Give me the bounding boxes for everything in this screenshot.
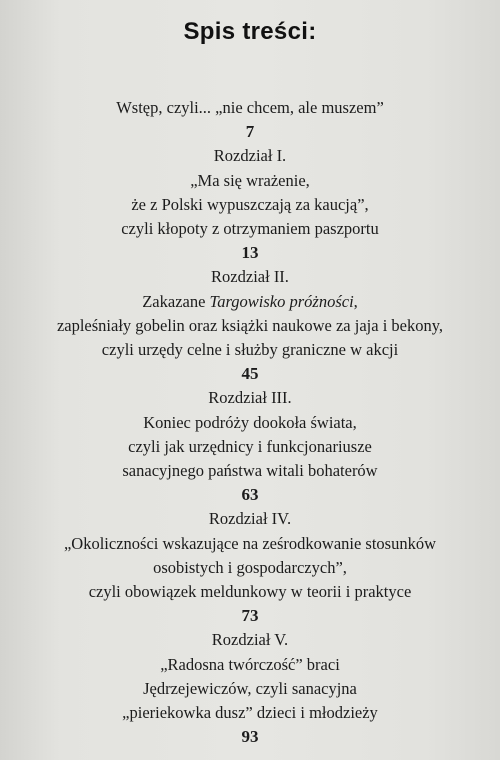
chapter-3-title-line-1: Koniec podróży dookoła świata, xyxy=(143,412,357,432)
chapter-5-heading: Rozdział V. xyxy=(211,630,289,650)
chapter-3-page-number: 63 xyxy=(241,485,259,505)
chapter-5-title-line-3: „pieriekowka dusz” dzieci i młodzieży xyxy=(122,703,378,723)
intro-title: Wstęp, czyli... „nie chcem, ale muszem” xyxy=(116,98,384,117)
chapter-4-title-line-1: „Okoliczności wskazujące na ześrodkowanie stosunków xyxy=(63,533,437,553)
chapter-2-title-line-2: zapleśniały gobelin oraz książki naukowe za jaja i bekony, xyxy=(56,315,444,335)
page-title: Spis treści: xyxy=(183,18,317,45)
chapter-4-title-line-2: osobistych i gospodarczych”, xyxy=(153,557,347,577)
chapter-1-title-line-2: że z Polski wypuszczają za kaucją”, xyxy=(131,194,369,214)
chapter-4-heading: Rozdział IV. xyxy=(208,509,292,529)
chapter-2-title-suffix: , xyxy=(353,291,358,311)
chapter-1-title-line-1: „Ma się wrażenie, xyxy=(190,170,310,190)
chapter-3-title-line-2: czyli jak urzędnicy i funkcjonariusze xyxy=(128,436,372,456)
chapter-2-page-number: 45 xyxy=(241,364,259,384)
chapter-2-title-italic: Targowisko próżności xyxy=(209,291,354,311)
chapter-1-heading: Rozdział I. xyxy=(213,146,287,166)
chapter-1-page-number: 13 xyxy=(241,243,259,263)
intro-page-number: 7 xyxy=(245,122,255,142)
chapter-2-title-line-1 xyxy=(0,290,500,314)
chapter-5-title-line-1: „Radosna twórczość” braci xyxy=(160,654,340,674)
chapter-3-title-line-3: sanacyjnego państwa witali bohaterów xyxy=(122,461,378,481)
chapter-2-title-line-3: czyli urzędy celne i służby graniczne w akcji xyxy=(101,340,399,360)
chapter-4-title-line-3: czyli obowiązek meldunkowy w teorii i praktyce xyxy=(88,582,412,602)
chapter-2-heading: Rozdział II. xyxy=(211,267,289,287)
chapter-2-title-prefix: Zakazane xyxy=(142,291,210,311)
chapter-1-title-line-3: czyli kłopoty z otrzymaniem paszportu xyxy=(121,219,379,239)
chapter-5-page-number: 93 xyxy=(241,727,259,747)
chapter-4-page-number: 73 xyxy=(241,606,259,626)
table-of-contents xyxy=(0,96,500,749)
chapter-3-heading: Rozdział III. xyxy=(208,388,292,408)
chapter-5-title-line-2: Jędrzejewiczów, czyli sanacyjna xyxy=(143,678,357,698)
